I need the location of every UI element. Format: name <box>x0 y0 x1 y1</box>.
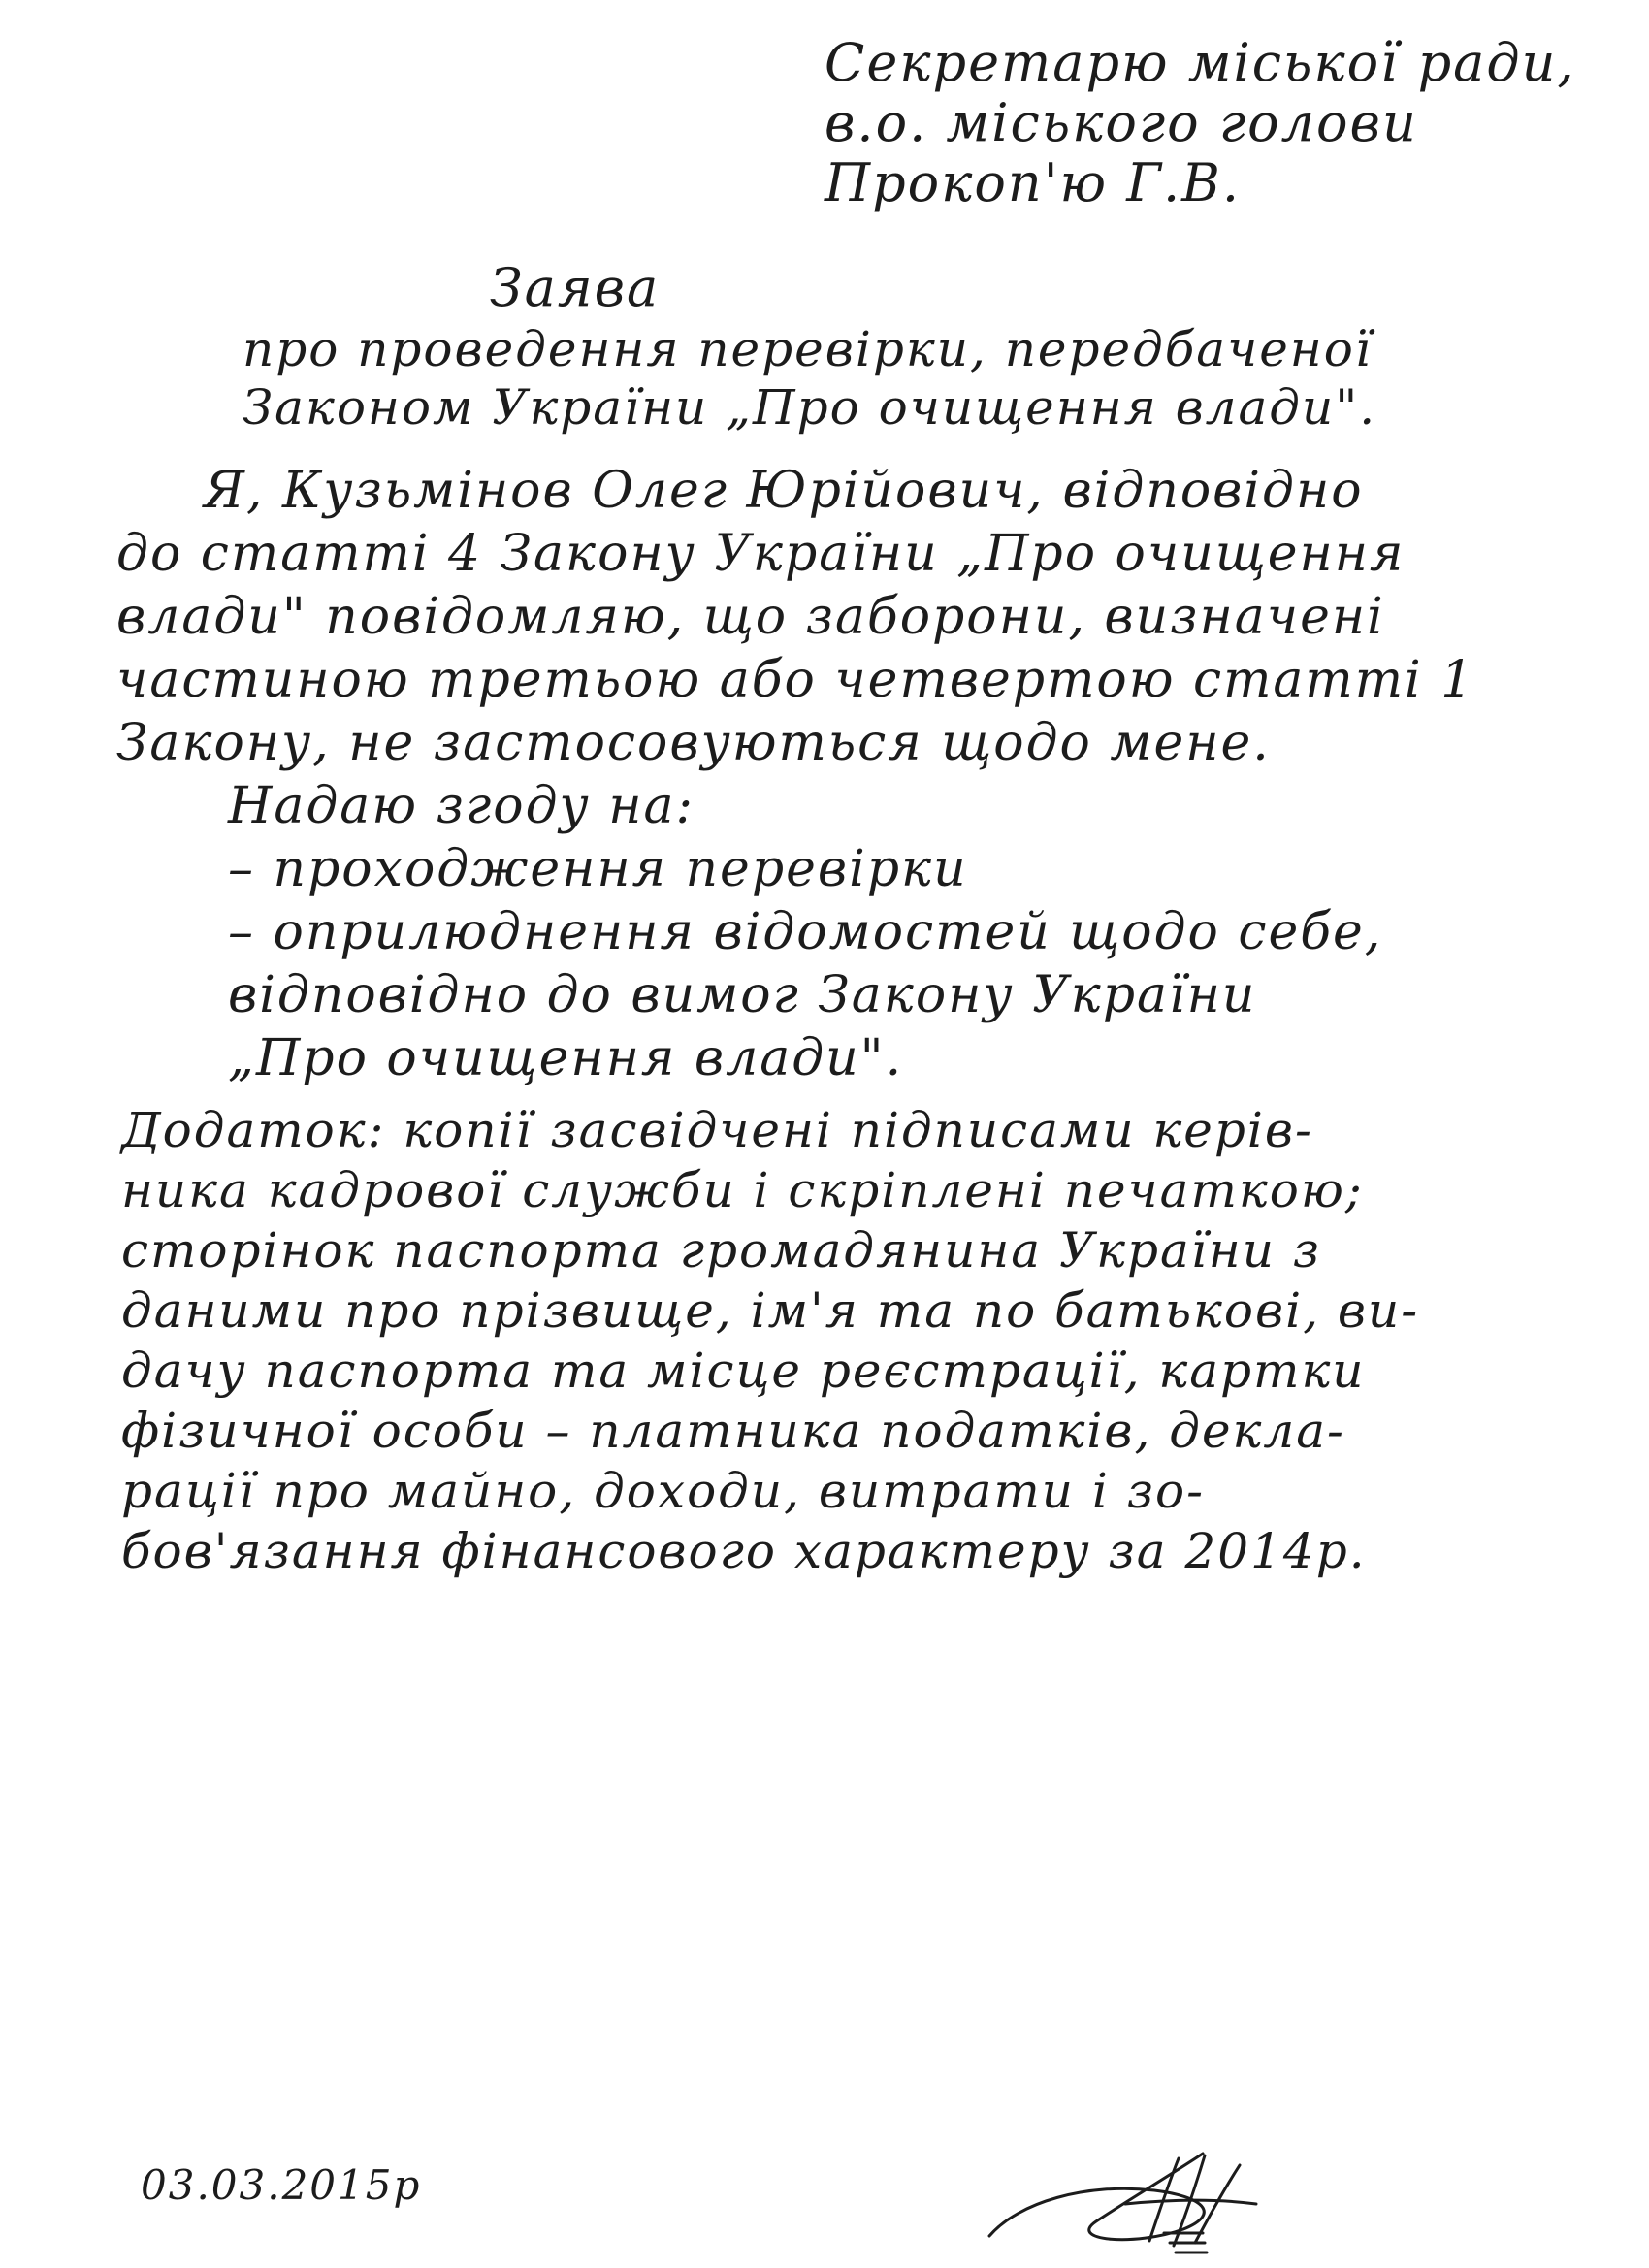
consent-item-1: – проходження перевірки <box>228 840 968 898</box>
consent-heading: Надаю згоду на: <box>228 777 695 835</box>
addressee-line-1: Секретарю міської ради, <box>824 32 1576 93</box>
attachment-line-4: даними про прізвище, ім'я та по батькові, ви- <box>121 1282 1420 1339</box>
body-line-2: до статті 4 Закону України „Про очищення <box>116 525 1406 583</box>
consent-item-2-end: „Про очищення влади". <box>228 1029 904 1087</box>
consent-item-2: – оприлюднення відомостей щодо себе, <box>228 903 1383 961</box>
subtitle-line-2: Законом України „Про очищення влади". <box>242 379 1377 436</box>
attachment-line-6: фізичної особи – платника податків, декла- <box>121 1403 1345 1459</box>
document-title: Заява <box>490 257 661 318</box>
attachment-line-2: ника кадрової служби і скріплені печаткою; <box>121 1162 1364 1218</box>
attachment-line-5: дачу паспорта та місце реєстрації, картки <box>121 1343 1366 1399</box>
body-line-5: Закону, не застосовуються щодо мене. <box>116 714 1271 772</box>
attachment-line-1: Додаток: копії засвідчені підписами керів- <box>121 1102 1313 1158</box>
attachment-line-8: бов'язання фінансового характеру за 2014р. <box>121 1523 1367 1579</box>
addressee-line-2: в.о. міського голови <box>824 92 1418 153</box>
body-line-1: Я, Кузьмінов Олег Юрійович, відповідно <box>204 462 1364 520</box>
attachment-line-7: рації про майно, доходи, витрати і зо- <box>121 1463 1206 1519</box>
subtitle-line-1: про проведення перевірки, передбаченої <box>242 321 1373 377</box>
consent-item-2-cont: відповідно до вимог Закону України <box>228 966 1257 1024</box>
body-line-3: влади" повідомляю, що заборони, визначені <box>116 588 1385 646</box>
handwritten-signature-icon <box>980 2144 1271 2260</box>
document-date: 03.03.2015р <box>141 2161 422 2209</box>
attachment-line-3: сторінок паспорта громадянина України з <box>121 1222 1322 1279</box>
body-line-4: частиною третьою або четвертою статті 1 <box>116 651 1475 709</box>
addressee-line-3: Прокоп'ю Г.В. <box>824 152 1242 213</box>
